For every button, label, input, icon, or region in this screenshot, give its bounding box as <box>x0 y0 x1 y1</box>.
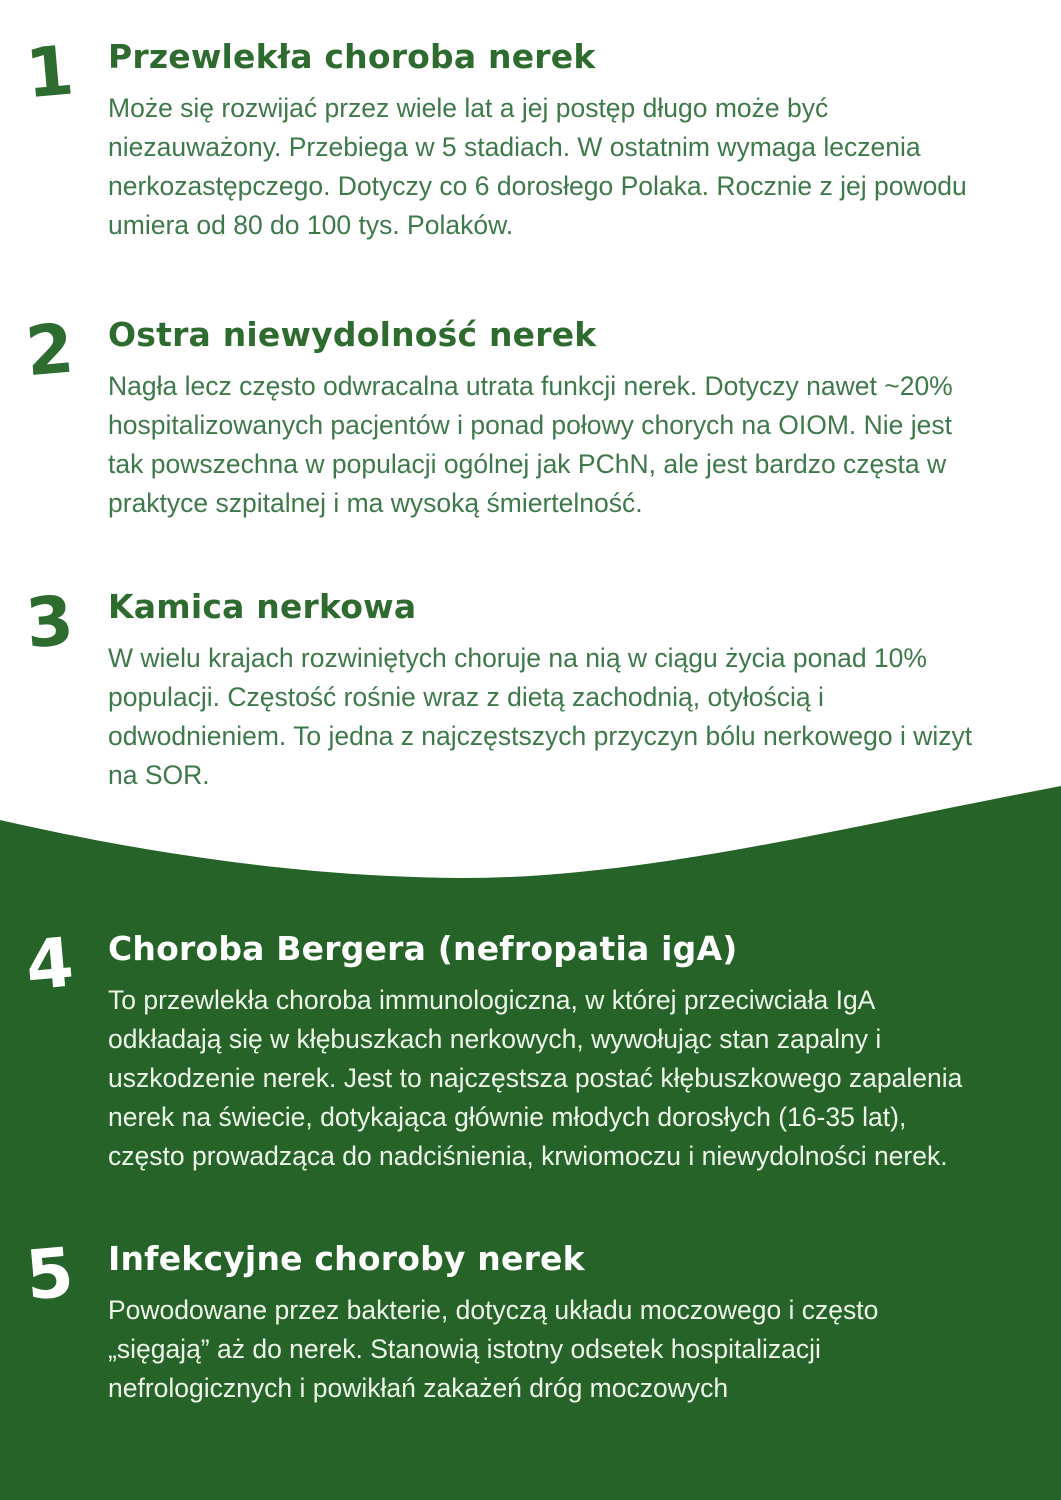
section-body: To przewlekła choroba immunologiczna, w której przeciwciała IgA odkładają się w kłębuszkach nerkowych, wywołując stan zapalny i uszkodzenie nerek. Jest to najczęstsza postać kłębuszkowego zapalenia nerek na świecie, dotykająca głównie młodych dorosłych (16-35 lat), często prowadząca do nadciśnienia, krwiomoczu i niewydolności nerek. <box>108 984 963 1171</box>
section-1 <box>22 31 990 245</box>
section-title: Ostra niewydolność nerek <box>108 315 597 354</box>
section-number: 2 <box>22 309 77 393</box>
section-number: 5 <box>22 1233 77 1317</box>
section-5 <box>22 1233 990 1408</box>
section-content <box>108 1240 990 1408</box>
section-3 <box>22 581 990 795</box>
section-content <box>108 930 990 1176</box>
section-title: Przewlekła choroba nerek <box>108 37 596 76</box>
section-body: W wielu krajach rozwiniętych choruje na nią w ciągu życia ponad 10% populacji. Częstość rośnie wraz z dietą zachodnią, otyłością i odwodnieniem. To jedna z najczęstszych przyczyn bólu nerkowego i wizyt na SOR. <box>108 642 973 790</box>
section-content <box>108 38 990 245</box>
section-number: 1 <box>22 31 77 115</box>
section-body: Powodowane przez bakterie, dotyczą układu moczowego i często „sięgają” aż do nerek. Stanowią istotny odsetek hospitalizacji nefrologicznych i powikłań zakażeń dróg moczowych <box>108 1294 879 1403</box>
section-title: Choroba Bergera (nefropatia igA) <box>108 929 738 968</box>
section-4 <box>22 923 990 1176</box>
section-2 <box>22 309 990 523</box>
section-title: Infekcyjne choroby nerek <box>108 1239 585 1278</box>
section-content <box>108 588 990 795</box>
section-title: Kamica nerkowa <box>108 587 417 626</box>
section-number: 4 <box>22 923 77 1007</box>
section-body: Może się rozwijać przez wiele lat a jej postęp długo może być niezauważony. Przebiega w 5 stadiach. W ostatnim wymaga leczenia nerkozastępczego. Dotyczy co 6 dorosłego Polaka. Rocznie z jej powodu umiera od 80 do 100 tys. Polaków. <box>108 92 967 240</box>
section-content <box>108 316 990 523</box>
section-number: 3 <box>22 581 77 665</box>
section-body: Nagła lecz często odwracalna utrata funkcji nerek. Dotyczy nawet ~20% hospitalizowanych pacjentów i ponad połowy chorych na OIOM. Nie jest tak powszechna w populacji ogólnej jak PChN, ale jest bardzo częsta w praktyce szpitalnej i ma wysoką śmiertelność. <box>108 370 953 518</box>
wave-divider <box>0 780 1061 890</box>
